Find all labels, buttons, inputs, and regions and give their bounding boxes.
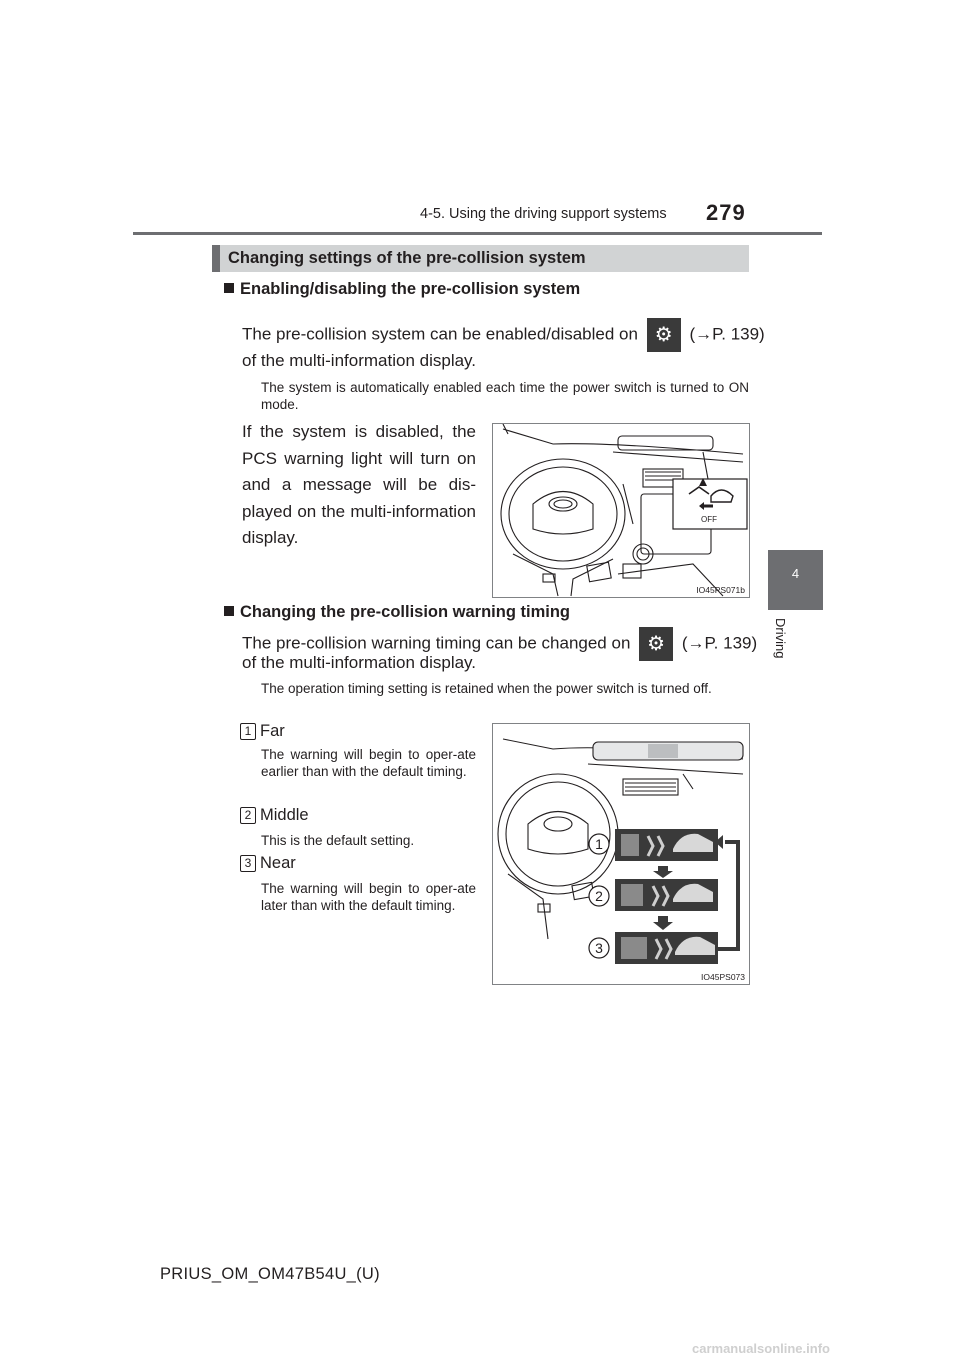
off-label: OFF xyxy=(701,515,717,524)
header-rule xyxy=(133,232,822,235)
warning-timing-figure xyxy=(492,723,750,985)
square-bullet-icon xyxy=(224,283,234,293)
subheading-timing-text: Changing the pre-collision warning timing xyxy=(240,603,570,621)
item-number-badge: 3 xyxy=(240,855,256,872)
settings-gear-icon: ⚙ xyxy=(639,627,673,661)
timing-screen-near xyxy=(615,932,718,964)
item-desc-far: The warning will begin to oper-ate earlier than with the default timing. xyxy=(261,747,476,779)
section-heading-text: Changing settings of the pre-collision system xyxy=(228,249,586,267)
enable-line-2: of the multi-information display. xyxy=(242,351,477,370)
enable-line-1 xyxy=(242,318,765,352)
section-heading xyxy=(212,245,749,272)
enable-line-1-text: The pre-collision system can be enabled/disabled on xyxy=(242,324,638,344)
down-arrow-icon xyxy=(653,866,673,878)
item-desc-middle: This is the default setting. xyxy=(261,833,415,848)
timing-line-2: of the multi-information display. xyxy=(242,653,477,672)
figure-number-3: 3 xyxy=(595,940,603,956)
item-title-near: Near xyxy=(260,854,296,872)
item-title-far: Far xyxy=(260,722,285,740)
timing-screen-far xyxy=(615,829,718,861)
dashboard-illustration xyxy=(493,424,749,597)
timing-screen-middle xyxy=(615,879,718,911)
item-number-badge: 1 xyxy=(240,723,256,740)
figure-code: IO45PS071b xyxy=(696,585,745,595)
enable-page-ref: (→P. 139) xyxy=(689,324,765,344)
disabled-description: If the system is disabled, the PCS warning light will turn on and a message will be dis-played on the multi-information display. xyxy=(242,422,476,547)
page-number: 279 xyxy=(706,200,746,225)
square-bullet-icon xyxy=(224,606,234,616)
item-title-middle: Middle xyxy=(260,806,309,824)
down-arrow-icon xyxy=(653,916,673,930)
subheading-timing xyxy=(224,603,570,622)
watermark: carmanualsonline.info xyxy=(692,1341,830,1356)
figure-number-2: 2 xyxy=(595,888,603,904)
figure-number-1: 1 xyxy=(595,836,603,852)
item-number-badge: 2 xyxy=(240,807,256,824)
item-desc-near: The warning will begin to oper-ate later than with the default timing. xyxy=(261,881,476,913)
cycle-arrow-icon xyxy=(725,842,738,949)
timing-line-1-text: The pre-collision warning timing can be changed on xyxy=(242,633,631,653)
subheading-enable-text: Enabling/disabling the pre-collision system xyxy=(240,280,581,298)
enable-note: The system is automatically enabled each time the power switch is turned to ON mode. xyxy=(261,380,749,412)
settings-gear-icon: ⚙ xyxy=(647,318,681,352)
footer-doc-code: PRIUS_OM_OM47B54U_(U) xyxy=(160,1265,380,1283)
figure-code: IO45PS073 xyxy=(701,972,745,982)
header-section-title: 4-5. Using the driving support systems xyxy=(420,206,667,222)
subheading-enable xyxy=(224,280,580,299)
pcs-dashboard-figure xyxy=(492,423,750,598)
timing-note: The operation timing setting is retained when the power switch is turned off. xyxy=(261,681,712,696)
chapter-tab-number: 4 xyxy=(791,566,800,581)
timing-page-ref: (→P. 139) xyxy=(681,633,758,653)
timing-illustration xyxy=(493,724,749,984)
chapter-tab-label: Driving xyxy=(773,618,788,659)
